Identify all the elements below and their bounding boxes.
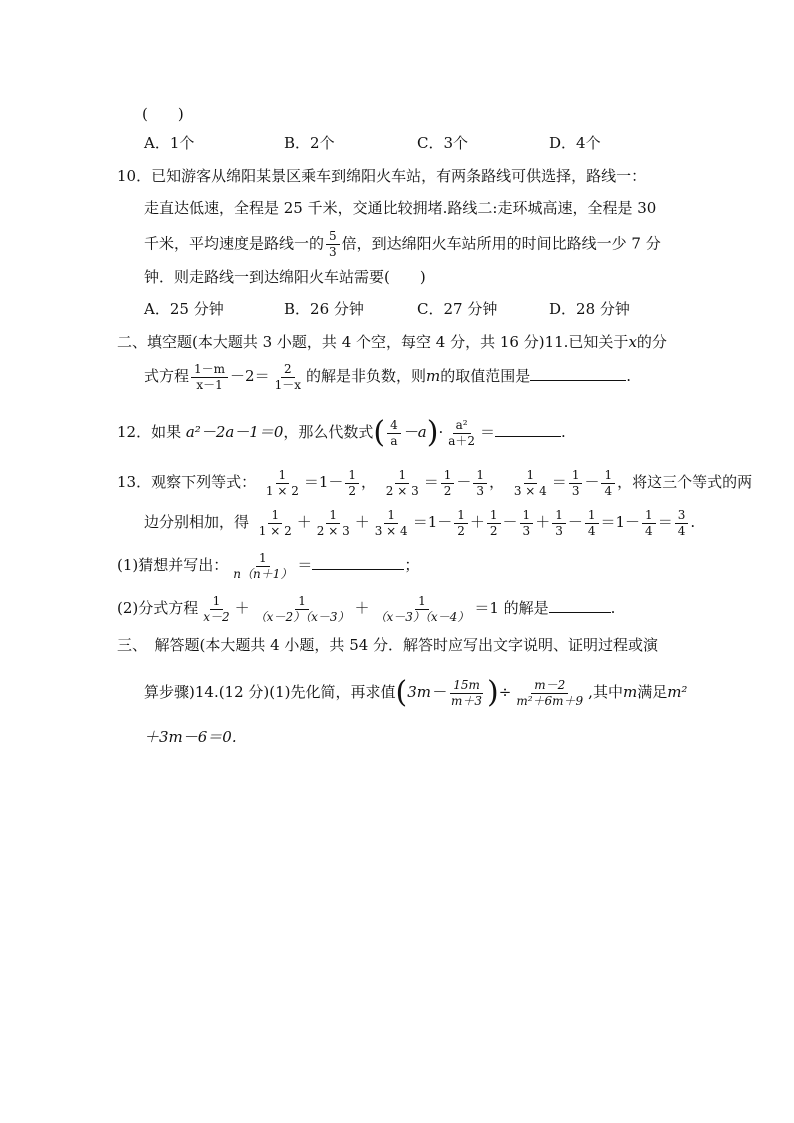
q10-line-4: 钟．则走路线一到达绵阳火车站需要( ) bbox=[144, 268, 426, 286]
q14-f1-num: 15m bbox=[450, 678, 483, 694]
q13-num: 1 bbox=[473, 468, 487, 484]
q14-text-b: ,其中 bbox=[588, 683, 623, 701]
q10-line-2: 走直达低速，全程是 25 千米，交通比较拥堵.路线二:走环城高速，全程是 30 bbox=[144, 199, 657, 217]
q13-den: 2 bbox=[443, 483, 452, 498]
q11-var-m: m bbox=[426, 367, 441, 385]
q13-s1-den: n（n＋1） bbox=[233, 566, 293, 581]
q13-line-1: 13．观察下列等式： $\frac{1}{1 \times 2}$ ＝1－ $\frac{1}{2}$ ， $\frac{1}{2 \times 3}$ ＝ $\frac{1}{2}$ － $\frac{1}{3}$ ， $\frac{1}{3 \times 4}$ ＝ $\frac{1}{3}$ － $\frac{1}{4}$ ，将这三个等式的两 bbox=[117, 467, 753, 498]
q13-sum-f10 bbox=[675, 508, 689, 539]
q11-text-a: 式方程 bbox=[144, 367, 190, 385]
q13-s2-d3: （x－3）（x－4） bbox=[374, 609, 470, 624]
q12-text-a: 12．如果 bbox=[117, 423, 186, 441]
q10-line-3 bbox=[144, 229, 661, 260]
q13-line-2: 边分别相加，得 $\frac{1}{1 \times 2}$ ＋ $\frac{1}{2 \times 3}$ ＋ $\frac{1}{3 \times 4}$ ＝1－ $\frac{1}{2}$ ＋ $\frac{1}{2}$ － $\frac{1}{3}$ ＋ $\frac{1}{3}$ － $\frac{1}{4}$ ＝1－ $\frac{1}{4}$ ＝ $\frac{3}{4}$ . bbox=[144, 507, 696, 538]
q14-line-2 bbox=[144, 726, 237, 748]
q14-f2-num: m－2 bbox=[531, 678, 568, 694]
q13-num: 1 bbox=[276, 468, 290, 484]
q11-text-c: 的取值范围是 bbox=[440, 367, 531, 385]
q13-num: 1 bbox=[268, 508, 282, 524]
q14-right-paren: ) bbox=[487, 675, 499, 710]
q13-text-a: 13．观察下列等式： bbox=[117, 473, 257, 491]
q10-option-b: B．26 分钟 bbox=[284, 300, 364, 318]
q12-p-rest: －a bbox=[402, 423, 427, 441]
q13-den: 3 bbox=[555, 523, 563, 538]
q13-num: 1 bbox=[520, 508, 534, 524]
q13-sum-f5 bbox=[487, 508, 501, 539]
q13-den: 3 bbox=[476, 483, 485, 498]
q13-den: 3 × 4 bbox=[374, 523, 408, 538]
q13-num: 1 bbox=[487, 508, 501, 524]
q13-s1-end: ； bbox=[404, 556, 420, 574]
q14-div: ÷ bbox=[498, 683, 512, 701]
q13-sum-f1 bbox=[256, 508, 295, 539]
q13-den: 2 bbox=[457, 523, 465, 538]
q12-p-num: 4 bbox=[387, 418, 401, 434]
q12-f-num: a² bbox=[453, 418, 471, 434]
q13-den: 2 × 3 bbox=[385, 483, 419, 498]
q13-f-1-3 bbox=[473, 468, 487, 499]
section3-heading: 三、 解答题(本大题共 4 小题，共 54 分．解答时应写出文字说明、证明过程或演 bbox=[117, 636, 659, 654]
q13-f-1-2 bbox=[345, 468, 359, 499]
q14-var-m: m bbox=[622, 683, 638, 701]
q12-fraction-4a bbox=[387, 418, 401, 449]
q12-right-paren: ) bbox=[426, 415, 439, 450]
q13-num: 1 bbox=[601, 468, 615, 484]
q12-eq2: ＝ bbox=[480, 423, 496, 441]
q13-den: 2 bbox=[348, 483, 357, 498]
q14-text-c: 满足 bbox=[637, 683, 668, 701]
q13-sub-1: (1)猜想并写出： $\frac{1}{n(n+1)}$ ＝ ； bbox=[117, 550, 420, 581]
q13-num: 1 bbox=[345, 468, 359, 484]
q12-line bbox=[117, 412, 566, 452]
q13-num: 1 bbox=[454, 508, 468, 524]
q10-option-d: D．28 分钟 bbox=[549, 300, 630, 318]
q11-answer-blank[interactable] bbox=[530, 366, 626, 381]
q13-num: 1 bbox=[569, 468, 583, 484]
q13-num: 1 bbox=[585, 508, 599, 524]
q13-num: 3 bbox=[675, 508, 689, 524]
q11-equation-line bbox=[144, 356, 631, 396]
q13-s2-mid: ＝1 的解是 bbox=[474, 599, 549, 617]
q13-sum-f4 bbox=[454, 508, 468, 539]
q10-fraction-five-thirds bbox=[326, 229, 340, 260]
q9-option-a: A．1个 bbox=[144, 134, 195, 152]
section2-text-b: 的分 bbox=[636, 333, 667, 351]
q13-num: 1 bbox=[295, 594, 309, 610]
q13-den: 3 bbox=[522, 523, 531, 538]
q13-den: 4 bbox=[645, 523, 653, 538]
q12-f-den: a＋2 bbox=[448, 433, 476, 448]
section2-text-a: 二、填空题(本大题共 3 小题，共 4 个空，每空 4 分，共 16 分)11.已知关于 bbox=[117, 333, 629, 351]
q11-fraction-1 bbox=[191, 362, 228, 393]
q13-f-1-23 bbox=[383, 468, 422, 499]
q13-text-b: ，将这三个等式的两 bbox=[617, 473, 753, 491]
q13-s2-text: (2)分式方程 bbox=[117, 599, 199, 617]
q13-s1-text: (1)猜想并写出： bbox=[117, 556, 229, 574]
q11-mid: －2＝ bbox=[230, 367, 270, 385]
q13-f-1-4 bbox=[601, 468, 615, 499]
q13-num: 1 bbox=[415, 594, 429, 610]
q11-f2-num: 2 bbox=[281, 362, 295, 378]
q14-f2-den: m²＋6m＋9 bbox=[516, 693, 584, 708]
q13-sum-f8 bbox=[585, 508, 599, 539]
q9-option-d: D．4个 bbox=[549, 134, 601, 152]
q11-text-b: 的解是非负数，则 bbox=[305, 367, 426, 385]
q13-sub-2: (2)分式方程 $\frac{1}{x-2}$ ＋ $\frac{1}{(x-2)(x-3)}$ ＋ $\frac{1}{(x-3)(x-4)}$ ＝1 的解是 . bbox=[117, 593, 616, 624]
q14-f1-den: m＋3 bbox=[451, 693, 483, 708]
q13-num: 1 bbox=[326, 508, 340, 524]
q13-sum-f2 bbox=[314, 508, 353, 539]
q12-answer-blank[interactable] bbox=[495, 422, 561, 437]
q14-fraction-1 bbox=[448, 678, 485, 709]
q13-f-1-34 bbox=[511, 468, 550, 499]
q12-equation: a²－2a－1＝0 bbox=[185, 423, 284, 441]
q9-option-b: B．2个 bbox=[284, 134, 335, 152]
q13-f-1-2b bbox=[441, 468, 455, 499]
q13-s2-f1 bbox=[200, 594, 232, 625]
q13-end: . bbox=[690, 513, 696, 531]
q14-text-d: ＋3m－6＝0. bbox=[144, 728, 237, 746]
q14-m2: m² bbox=[667, 683, 688, 701]
q10-text-1: 已知游客从绵阳某景区乘车到绵阳火车站，有两条路线可供选择，路线一： bbox=[151, 167, 647, 185]
q13-s1-fraction bbox=[230, 551, 295, 582]
q13-s2-end: . bbox=[610, 599, 616, 617]
q10-line-1 bbox=[117, 165, 646, 187]
q13-s2-f2 bbox=[252, 594, 353, 625]
q14-fraction-2 bbox=[513, 678, 586, 709]
q11-f2-den: 1－x bbox=[274, 377, 301, 392]
q10-text-3b: 倍，到达绵阳火车站所用的时间比路线一少 7 分 bbox=[341, 234, 661, 253]
q13-f-1-12 bbox=[263, 468, 302, 499]
q14-line bbox=[144, 670, 687, 714]
q13-num: 1 bbox=[642, 508, 656, 524]
q14-left-paren: ( bbox=[395, 675, 408, 710]
q13-den: 4 bbox=[604, 483, 613, 498]
q10-number: 10． bbox=[117, 167, 152, 185]
q12-text-b: ，那么代数式 bbox=[283, 423, 374, 441]
q13-den: 1 × 2 bbox=[265, 483, 299, 498]
q9-answer-paren: ( ) bbox=[142, 105, 184, 123]
q11-fraction-2 bbox=[272, 362, 304, 393]
q13-num: 1 bbox=[384, 508, 398, 524]
q13-sum-f3 bbox=[372, 508, 411, 539]
q13-num: 1 bbox=[524, 468, 538, 484]
q10-text-3a: 千米，平均速度是路线一的 bbox=[144, 234, 325, 253]
q13-num: 1 bbox=[441, 468, 455, 484]
q10-option-c: C．27 分钟 bbox=[417, 300, 498, 318]
q13-den: 3 bbox=[571, 483, 580, 498]
q13-s1-answer-blank[interactable] bbox=[312, 555, 404, 570]
q13-den: 3 × 4 bbox=[513, 483, 547, 498]
q11-f1-num: 1－m bbox=[191, 362, 228, 378]
q13-num: 1 bbox=[395, 468, 409, 484]
q13-den: 4 bbox=[587, 523, 596, 538]
q10-option-a: A．25 分钟 bbox=[144, 300, 224, 318]
q13-den: 2 × 3 bbox=[316, 523, 350, 538]
q13-num: 1 bbox=[552, 508, 566, 524]
q13-s2-answer-blank[interactable] bbox=[549, 598, 611, 613]
q13-sum-f6 bbox=[520, 508, 534, 539]
q12-p-den: a bbox=[390, 433, 398, 448]
q13-num: 1 bbox=[256, 551, 270, 567]
q9-option-c: C．3个 bbox=[417, 134, 469, 152]
q13-s2-d2: （x－2）（x－3） bbox=[254, 609, 350, 624]
q14-text-a: 算步骤)14.(12 分)(1)先化简，再求值 bbox=[144, 683, 396, 701]
q11-end: . bbox=[626, 367, 632, 385]
q13-den: 1 × 2 bbox=[258, 523, 292, 538]
q14-p1: 3m－ bbox=[407, 683, 447, 701]
q13-s2-f3 bbox=[372, 594, 473, 625]
q10-frac-den: 3 bbox=[329, 245, 337, 259]
q12-end: . bbox=[561, 423, 566, 441]
q12-fraction-a2 bbox=[445, 418, 478, 449]
q13-sum-f9 bbox=[642, 508, 656, 539]
q12-dot: · bbox=[438, 423, 444, 441]
q13-den: 4 bbox=[677, 523, 686, 538]
q11-f1-den: x－1 bbox=[196, 377, 223, 392]
q13-f-1-3b bbox=[569, 468, 583, 499]
q13-text-c: 边分别相加，得 bbox=[144, 513, 250, 531]
q13-s2-d1: x－2 bbox=[203, 609, 230, 624]
q10-frac-num: 5 bbox=[326, 229, 340, 245]
q13-den: 2 bbox=[489, 523, 498, 538]
q11-var-x: x bbox=[628, 333, 637, 351]
q13-sum-f7 bbox=[552, 508, 566, 539]
q12-left-paren: ( bbox=[373, 415, 386, 450]
q13-num: 1 bbox=[210, 594, 224, 610]
section2-heading bbox=[117, 331, 667, 353]
